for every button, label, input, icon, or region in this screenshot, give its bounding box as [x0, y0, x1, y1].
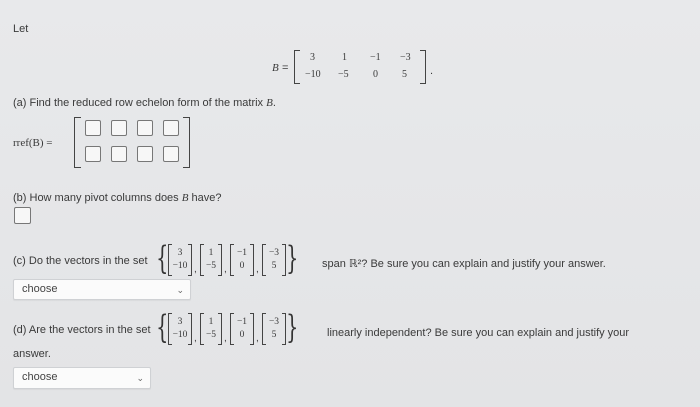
vector-bottom: 5 — [271, 330, 277, 340]
right-bracket — [420, 50, 426, 84]
vector-bottom: −10 — [172, 330, 188, 340]
part-d-prompt-wrap: answer. — [13, 348, 51, 360]
left-brace: { — [156, 239, 169, 277]
vector-top: −1 — [236, 317, 248, 327]
comma: , — [256, 333, 259, 344]
chevron-down-icon: ⌄ — [136, 373, 144, 383]
pivot-count-input[interactable] — [14, 207, 31, 224]
comma: , — [224, 333, 227, 344]
vector-set-d — [156, 308, 328, 347]
right-brace: } — [286, 239, 299, 277]
right-bracket — [183, 117, 190, 168]
vector — [230, 244, 254, 276]
vector — [262, 313, 286, 345]
right-brace: } — [286, 308, 299, 346]
vector — [168, 244, 192, 276]
part-c-prompt-prefix: (c) Do the vectors in the set — [13, 255, 148, 267]
vector-top: −1 — [236, 248, 248, 258]
select-value: choose — [22, 371, 58, 383]
vector-top: 1 — [208, 248, 214, 258]
matrix-cell: 1 — [342, 52, 347, 63]
left-brace: { — [156, 308, 169, 346]
part-b-suffix: have? — [191, 192, 222, 204]
rref-input-r2c1[interactable] — [85, 146, 101, 162]
comma: , — [194, 333, 197, 344]
span-answer-select[interactable] — [13, 279, 191, 300]
comma: , — [224, 264, 227, 275]
select-value: choose — [22, 283, 58, 295]
part-a-end: . — [272, 97, 276, 109]
comma: , — [256, 264, 259, 275]
matrix-cell: 3 — [310, 52, 315, 63]
part-a-text: (a) Find the reduced row echelon form of the matrix — [13, 97, 264, 109]
vector — [168, 313, 192, 345]
vector-top: −3 — [268, 317, 280, 327]
rref-input-r1c2[interactable] — [111, 120, 127, 136]
vector — [262, 244, 286, 276]
rref-input-r2c3[interactable] — [137, 146, 153, 162]
rref-input-r2c4[interactable] — [163, 146, 179, 162]
vector-bottom: −10 — [172, 261, 188, 271]
part-a-prompt — [13, 96, 276, 110]
vector-top: −3 — [268, 248, 280, 258]
comma: , — [194, 264, 197, 275]
part-a-var: B — [266, 97, 273, 109]
part-d-prompt-prefix: (d) Are the vectors in the set — [13, 324, 151, 336]
independence-answer-select[interactable] — [13, 367, 151, 389]
intro-text: Let — [13, 23, 29, 35]
left-bracket — [74, 117, 81, 168]
matrix-cell: −5 — [338, 69, 349, 80]
rref-input-r1c4[interactable] — [163, 120, 179, 136]
vector-top: 1 — [208, 317, 214, 327]
rref-input-r1c1[interactable] — [85, 120, 101, 136]
vector — [200, 244, 222, 276]
vector-bottom: −5 — [205, 330, 217, 340]
vector-bottom: 0 — [239, 330, 245, 340]
matrix-name: B — [272, 62, 279, 74]
matrix-period: . — [430, 65, 434, 77]
vector-top: 3 — [177, 248, 183, 258]
part-b-prompt — [13, 191, 222, 205]
left-bracket — [294, 50, 300, 84]
vector-bottom: 5 — [271, 261, 277, 271]
vector — [200, 313, 222, 345]
part-d-prompt-suffix: linearly independent? Be sure you can explain and justify your — [327, 327, 630, 339]
matrix-b — [294, 50, 426, 84]
rref-answer-matrix — [74, 117, 190, 168]
matrix-cell: −3 — [400, 52, 411, 63]
rref-input-r2c2[interactable] — [111, 146, 127, 162]
matrix-cell: 5 — [402, 69, 407, 80]
vector-top: 3 — [177, 317, 183, 327]
part-c-prompt-suffix: span ℝ²? Be sure you can explain and justify your answer. — [322, 258, 606, 270]
part-b-text: (b) How many pivot columns does — [13, 192, 179, 204]
matrix-cell: −10 — [305, 69, 321, 80]
part-b-var: B — [181, 192, 189, 204]
matrix-cell: −1 — [370, 52, 381, 63]
rref-label: rref(B) = — [13, 137, 53, 149]
matrix-cell: 0 — [373, 69, 378, 80]
vector-bottom: 0 — [239, 261, 245, 271]
matrix-equals: = — [282, 62, 289, 74]
vector-set-c — [156, 239, 328, 278]
chevron-down-icon: ⌄ — [176, 285, 184, 295]
vector-bottom: −5 — [205, 261, 217, 271]
vector — [230, 313, 254, 345]
rref-input-r1c3[interactable] — [137, 120, 153, 136]
